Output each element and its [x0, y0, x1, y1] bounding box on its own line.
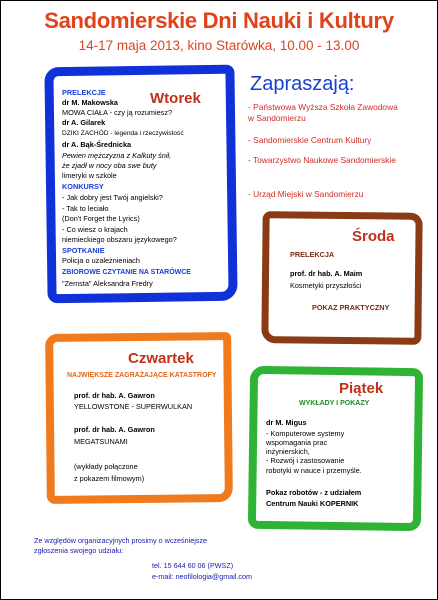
poster-title: Sandomierskie Dni Nauki i Kultury	[44, 8, 394, 33]
thursday-note: z pokazem filmowym)	[74, 474, 145, 483]
friday-line: inżynierskich,	[266, 447, 310, 456]
tuesday-line: Pewien mężczyzna z Kalkuty śnił,	[62, 151, 172, 160]
tuesday-czytanie-text: "Zemsta" Aleksandra Fredry	[62, 279, 153, 288]
friday-line: - Rozwój i zastosowanie	[266, 456, 345, 465]
contact-phone: tel. 15 644 60 06 (PWSZ)	[152, 561, 234, 570]
thursday-topic: MEGATSUNAMI	[74, 437, 128, 446]
institution-item: - Towarzystwo Naukowe Sandomierskie	[248, 155, 396, 165]
tuesday-line: dr M. Makowska	[62, 98, 118, 107]
thursday-heading: NAJWIĘKSZE ZAGRAŻAJĄCE KATASTROFY	[67, 372, 217, 379]
tuesday-konkurs-line: - Tak to leciało	[62, 204, 109, 213]
tuesday-spotkanie-heading: SPOTKANIE	[62, 246, 105, 255]
wednesday-topic: Kosmetyki przyszłości	[290, 281, 362, 290]
wednesday-speaker: prof. dr hab. A. Maim	[290, 269, 363, 278]
friday-pokaz: Pokaz robotów - z udziałem	[266, 488, 362, 497]
thursday-speaker: prof. dr hab. A. Gawron	[74, 391, 155, 400]
tuesday-line: dr A. Bąk-Średnicka	[62, 140, 132, 149]
tuesday-konkurs-line: - Jak dobry jest Twój angielski?	[62, 193, 163, 202]
tuesday-line: DZIKI ZACHÓD - legenda i rzeczywistość	[62, 130, 184, 137]
tuesday-prelekcje-heading: PRELEKCJE	[62, 88, 106, 97]
footer-line: Ze względów organizacyjnych prosimy o wcześniejsze	[34, 536, 207, 545]
friday-speaker: dr M. Migus	[266, 418, 307, 427]
contact-email[interactable]: e-mail: neofilologia@gmail.com	[152, 572, 252, 581]
tuesday-spotkanie-text: Policja o uzależnieniach	[62, 256, 140, 265]
friday-heading: WYKŁADY I POKAZY	[299, 400, 370, 407]
tuesday-konkurs-line: niemieckiego obszaru językowego?	[62, 235, 177, 244]
thursday-title: Czwartek	[128, 350, 194, 367]
wednesday-extra: POKAZ PRAKTYCZNY	[312, 303, 390, 312]
institution-item: - Sandomierskie Centrum Kultury	[248, 135, 372, 145]
wednesday-title: Środa	[352, 228, 395, 245]
thursday-topic: YELLOWSTONE - SUPERWULKAN	[74, 402, 193, 411]
invite-heading: Zapraszają:	[250, 73, 355, 95]
tuesday-line: dr A. Gilarek	[62, 118, 106, 127]
friday-line: wspomagania prac	[266, 438, 328, 447]
footer-note	[34, 536, 207, 556]
institution-item: - Państwowa Wyższa Szkoła Zawodowa w Sandomierzu	[248, 102, 398, 123]
tuesday-czytanie-heading: ZBIOROWE CZYTANIE NA STARÓWCE	[62, 269, 191, 276]
tuesday-line: że zjadł w nocy oba swe buty	[62, 161, 157, 170]
footer-line: zgłoszenia swojego udziału:	[34, 546, 124, 555]
thursday-speaker: prof. dr hab. A. Gawron	[74, 425, 155, 434]
friday-line: robotyki w nauce i przemyśle.	[266, 466, 362, 475]
thursday-note: (wykłady połączone	[74, 462, 138, 471]
tuesday-konkurs-line: (Don't Forget the Lyrics)	[62, 214, 140, 223]
tuesday-line: limeryki w szkole	[62, 171, 117, 180]
tuesday-konkursy-heading: KONKURSY	[62, 182, 104, 191]
friday-line: - Komputerowe systemy	[266, 429, 345, 438]
poster-subtitle: 14-17 maja 2013, kino Starówka, 10.00 - 13.00	[78, 38, 360, 53]
tuesday-title: Wtorek	[150, 90, 201, 107]
wednesday-heading: PRELEKCJA	[290, 250, 335, 259]
friday-title: Piątek	[339, 380, 384, 397]
institution-item: - Urząd Miejski w Sandomierzu	[248, 189, 364, 199]
tuesday-line: MOWA CIAŁA - czy ją rozumiesz?	[62, 108, 173, 117]
tuesday-konkurs-line: - Co wiesz o krajach	[62, 225, 128, 234]
friday-pokaz: Centrum Nauki KOPERNIK	[266, 499, 359, 508]
